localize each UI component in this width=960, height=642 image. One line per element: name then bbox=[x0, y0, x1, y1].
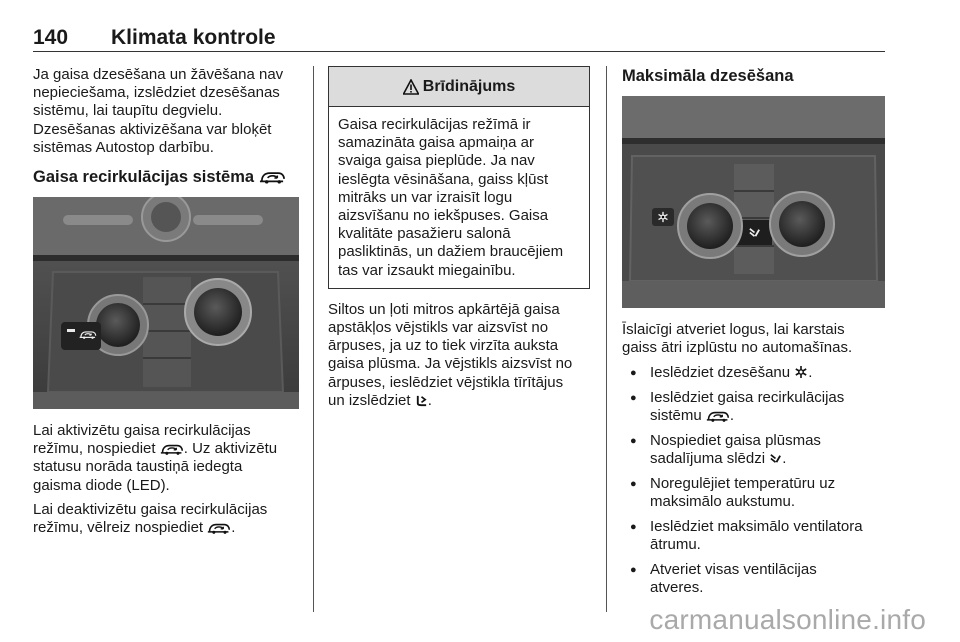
column-3 bbox=[622, 66, 886, 604]
warning-icon bbox=[403, 79, 419, 95]
recirculation-icon bbox=[160, 443, 184, 455]
warning-header bbox=[329, 67, 589, 107]
max-cooling-heading: Maksimāla dzesēšana bbox=[622, 67, 794, 85]
cooling-icon bbox=[794, 365, 808, 379]
page-title: Klimata kontrole bbox=[111, 26, 276, 49]
activate-paragraph: Lai aktivizētu gaisa recirkulācijas režīmu, nospiediet . Uz aktivizētu statusu norāda taustiņā iedegta gaisma diode (LED). bbox=[33, 422, 278, 494]
column-2 bbox=[328, 66, 590, 410]
column-divider-2 bbox=[606, 66, 607, 612]
max-cooling-steps bbox=[622, 364, 886, 597]
list-item: ● Ieslēdziet maksimālo ventilatora ātrumu. bbox=[622, 518, 886, 554]
warning-title: Brīdinājums bbox=[422, 77, 516, 95]
max-cooling-panel-photo bbox=[622, 96, 885, 308]
recirculation-icon bbox=[259, 170, 286, 184]
airflow-windscreen-icon bbox=[415, 394, 428, 407]
recirculation-heading: Gaisa recirkulācijas sistēma bbox=[33, 167, 299, 187]
column-divider-1 bbox=[313, 66, 314, 612]
list-item: ● Nospiediet gaisa plūsmas sadalījuma slēdzi . bbox=[622, 432, 886, 468]
page-number: 140 bbox=[33, 26, 69, 49]
list-item: ● Ieslēdziet dzesēšanu . bbox=[622, 364, 886, 382]
warning-text: Gaisa recirkulācijas režīmā ir samazināta gaisa apmaiņa ar svaiga gaisa pieplūde. Ja nav ieslēgta vēsināšana, gaiss kļūst mitrāks un var izraisīt logu aizsvīšanu no iekšpuses. Gaisa kvalitāte pasažieru salonā pasliktinās, un dažiem braucējiem tas var izsaukt miegainību. bbox=[338, 116, 564, 279]
list-item: ● Atveriet visas ventilācijas atveres. bbox=[622, 561, 886, 597]
deactivate-paragraph: Lai deaktivizētu gaisa recirkulācijas režīmu, vēlreiz nospiediet . bbox=[33, 500, 268, 537]
windscreen-paragraph: Siltos un ļoti mitros apkārtējā gaisa apstākļos vējstikls var aizsvīst no ārpuses, ja uz to tiek virzīta auksta gaisa plūsma. Ja vējstikls aizsvīst no ārpuses, ieslēdziet vējstikla tīrītājus un izslēdziet . bbox=[328, 300, 573, 409]
list-item: ● Ieslēdziet gaisa recirkulācijas sistēmu . bbox=[622, 389, 886, 425]
recirculation-icon bbox=[706, 410, 730, 422]
watermark: carmanualsonline.info bbox=[649, 604, 926, 635]
airflow-windscreen-icon bbox=[769, 452, 782, 465]
recirculation-icon bbox=[207, 522, 231, 534]
list-item: ● Noregulējiet temperatūru uz maksimālo aukstumu. bbox=[622, 475, 886, 511]
column-1 bbox=[33, 66, 299, 537]
intro-paragraph: Ja gaisa dzesēšana un žāvēšana nav nepieciešama, izslēdziet dzesēšanas sistēmu, lai taupītu degvielu. Dzesēšanas aktivizēšana var bloķēt sistēmas Autostop darbību. bbox=[33, 66, 284, 156]
max-cooling-intro: Īslaicīgi atveriet logus, lai karstais gaiss ātri izplūstu no automašīnas. bbox=[622, 321, 853, 357]
warning-box bbox=[328, 66, 590, 289]
page-header bbox=[33, 26, 885, 52]
recirculation-panel-photo bbox=[33, 197, 299, 409]
